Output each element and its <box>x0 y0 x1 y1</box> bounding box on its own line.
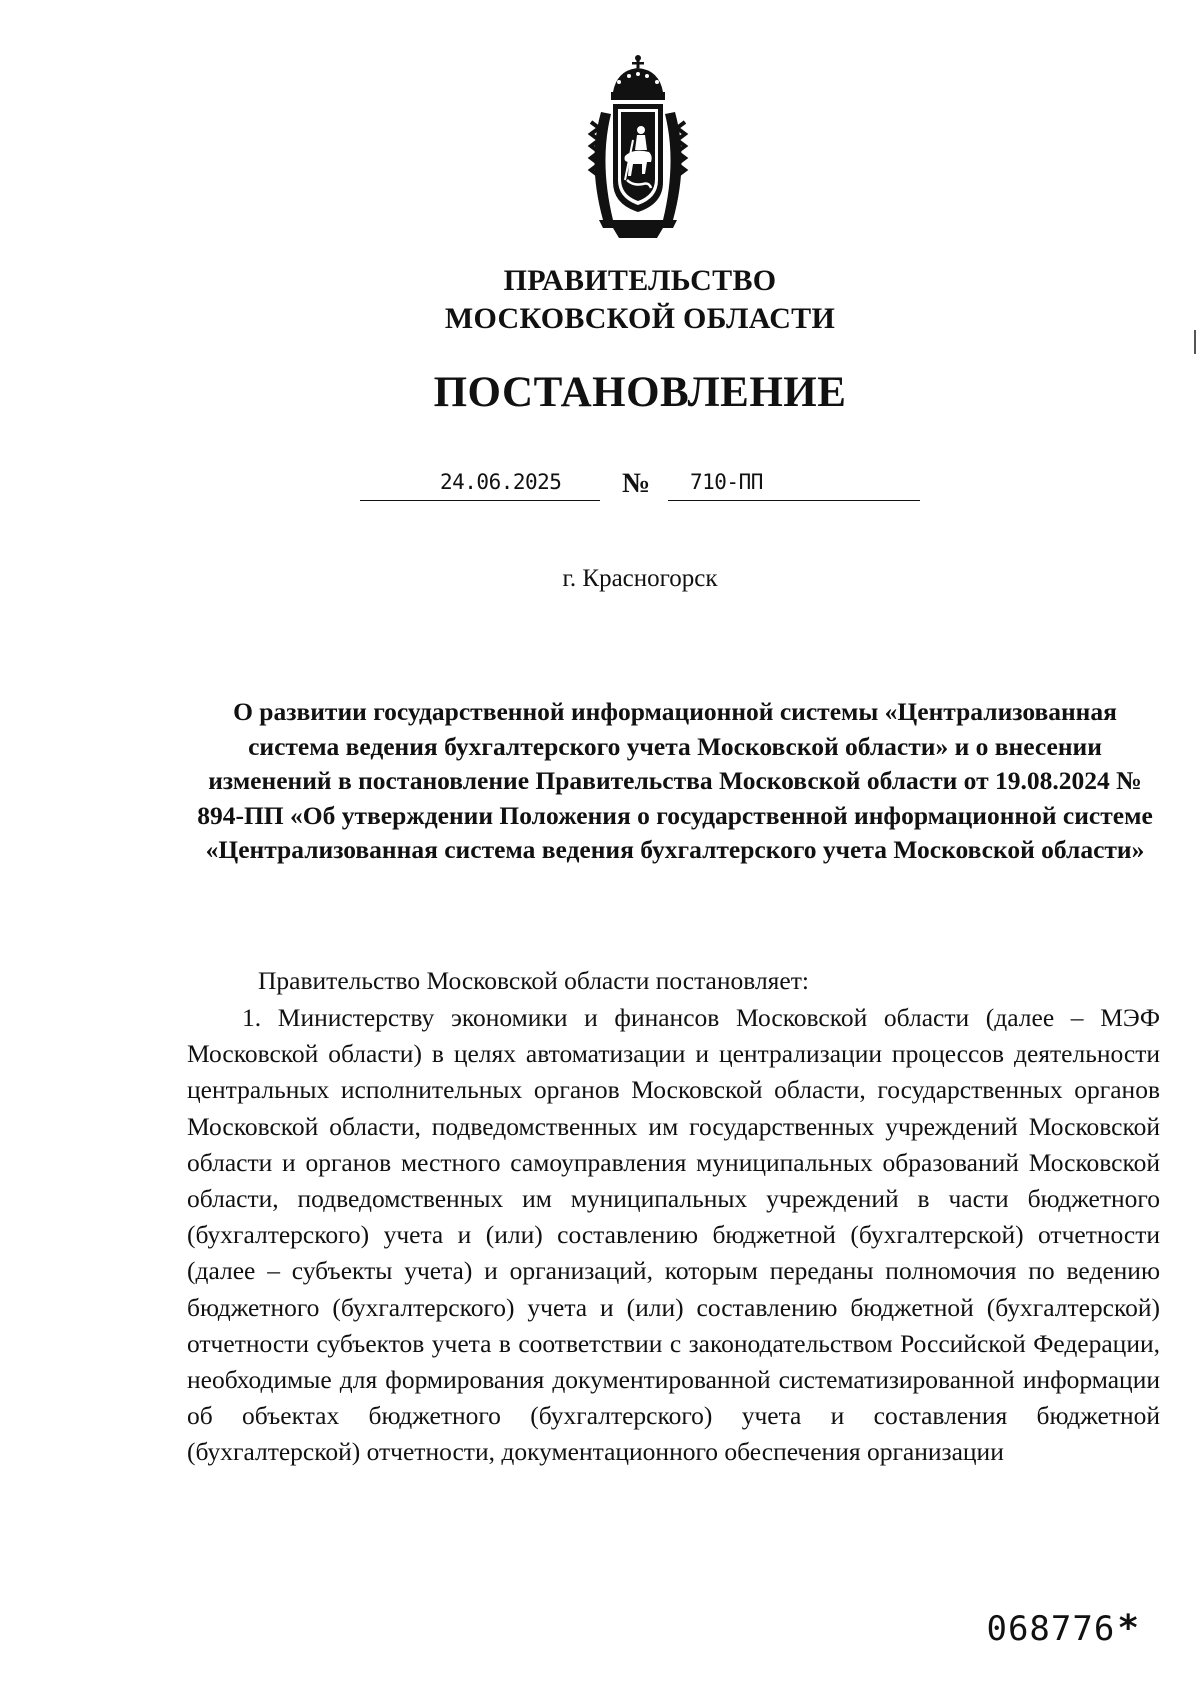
paragraph-1: 1. Министерству экономики и финансов Московской области (далее – МЭФ Московской области) в целях автоматизации и централизации процессов деятельности центральных исполнительных органов Московской области, государственных органов Московской области, подведомственных им государственных учреждений Московской области и органов местного самоуправления муниципальных образований Московской области, подведомственных им муниципальных учреждений в части бюджетного (бухгалтерского) учета и (или) составлению бюджетной (бухгалтерской) отчетности (далее – субъекты учета) и организаций, которым переданы полномочия по ведению бюджетного (бухгалтерского) учета и (или) составлению бюджетной (бухгалтерской) отчетности субъектов учета в соответствии с законодательством Российской Федерации, необходимые для формирования документированной систематизированной информации об объектах бюджетного (бухгалтерского) учета и составления бюджетной (бухгалтерской) отчетности, документационного обеспечения организации <box>187 1003 1160 1467</box>
registration-row <box>360 468 920 508</box>
number-underline <box>668 500 920 501</box>
serial-number-stamp <box>986 1608 1140 1649</box>
number-sign: № <box>622 468 651 499</box>
scan-edge-mark <box>1190 330 1196 354</box>
document-date: 24.06.2025 <box>440 470 562 494</box>
date-underline <box>360 500 600 501</box>
serial-mark: * <box>1117 1608 1140 1649</box>
document-number: 710-ПП <box>690 470 763 494</box>
government-name-line2: МОСКОВСКОЙ ОБЛАСТИ <box>444 302 836 335</box>
document-subject-heading: О развитии государственной информационной системы «Централизованная система ведения бухгалтерского учета Московской области» и о внесении изменений в постановление Правительства Московской области от 19.08.2024 № 894-ПП «Об утверждении Положения о государственной информационной системе «Централизованная система ведения бухгалтерского учета Московской области» <box>197 697 1153 864</box>
government-name-line1: ПРАВИТЕЛЬСТВО <box>503 264 777 297</box>
moscow-region-coat-of-arms <box>573 52 703 240</box>
government-name <box>300 262 980 338</box>
serial-number: 068776 <box>986 1609 1116 1649</box>
preamble-text: Правительство Московской области постановляет: <box>258 966 809 995</box>
city-name: г. Красногорск <box>562 565 718 592</box>
document-type-title: ПОСТАНОВЛЕНИЕ <box>433 369 847 416</box>
